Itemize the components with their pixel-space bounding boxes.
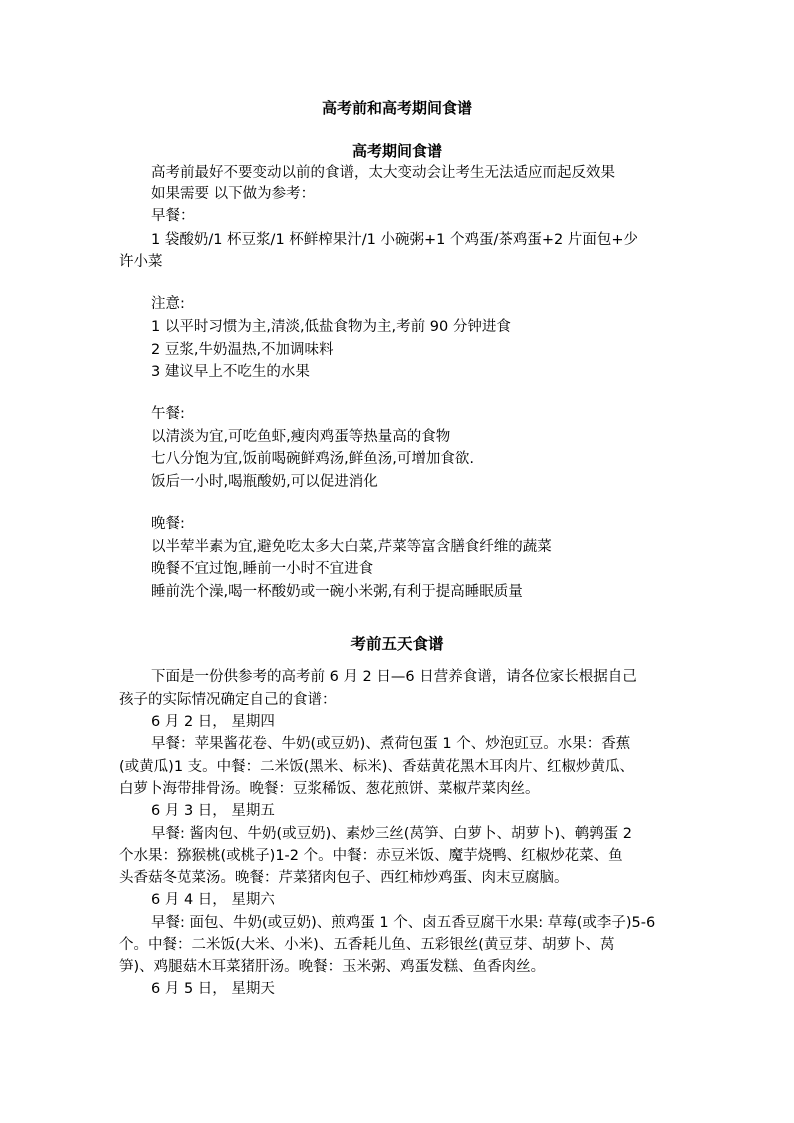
paragraph-line: 许小菜 <box>119 254 163 270</box>
paragraph-line: 如果需要 以下做为参考： <box>151 186 316 202</box>
day-date: 6 月 2 日， 星期四 <box>151 714 275 730</box>
breakfast-label: 早餐： <box>151 208 195 224</box>
paragraph-line: 孩子的实际情况确定自己的食谱： <box>119 692 337 708</box>
paragraph-line: 睡前洗个澡,喝一杯酸奶或一碗小米粥,有利于提高睡眠质量 <box>151 584 523 600</box>
paragraph-line: 以半荤半素为宜,避免吃太多大白菜,芹菜等富含膳食纤维的蔬菜 <box>151 539 552 555</box>
paragraph-line: 早餐：苹果酱花卷、牛奶(或豆奶)、煮荷包蛋 1 个、炒泡豇豆。水果：香蕉 <box>151 736 631 752</box>
day-date: 6 月 4 日， 星期六 <box>151 892 275 908</box>
paragraph-line: 七八分饱为宜,饭前喝碗鲜鸡汤,鲜鱼汤,可增加食欲. <box>151 451 474 467</box>
paragraph-line: 头香菇冬苋菜汤。晚餐：芹菜猪肉包子、西红柿炒鸡蛋、肉末豆腐脑。 <box>119 870 569 886</box>
day-date: 6 月 3 日， 星期五 <box>151 803 275 819</box>
note-label: 注意: <box>151 296 185 312</box>
dinner-label: 晚餐: <box>151 516 185 532</box>
section-heading-exam-period: 高考期间食谱 <box>351 142 442 160</box>
paragraph-line: 个水果：猕猴桃(或桃子)1-2 个。中餐：赤豆米饭、魔芋烧鸭、红椒炒花菜、鱼 <box>119 848 623 864</box>
paragraph-line: 以清淡为宜,可吃鱼虾,瘦肉鸡蛋等热量高的食物 <box>151 429 451 445</box>
paragraph-line: (或黄瓜)1 支。中餐：二米饭(黑米、标米)、香菇黄花黑木耳肉片、红椒炒黄瓜、 <box>119 759 634 775</box>
list-item: 2 豆浆,牛奶温热,不加调味料 <box>151 342 334 358</box>
section-heading-five-days: 考前五天食谱 <box>350 635 444 653</box>
lunch-label: 午餐: <box>151 406 185 422</box>
paragraph-line: 笋)、鸡腿菇木耳菜猪肝汤。晚餐：玉米粥、鸡蛋发糕、鱼香肉丝。 <box>119 959 546 975</box>
paragraph-line: 晚餐不宜过饱,睡前一小时不宜进食 <box>151 561 374 577</box>
paragraph-line: 高考前最好不要变动以前的食谱，太大变动会让考生无法适应而起反效果 <box>151 165 615 181</box>
paragraph-line: 早餐: 面包、牛奶(或豆奶)、煎鸡蛋 1 个、卤五香豆腐干水果: 草莓(或李子)5-6 <box>151 915 656 931</box>
list-item: 3 建议早上不吃生的水果 <box>151 364 310 380</box>
paragraph-line: 白萝卜海带排骨汤。晚餐：豆浆稀饭、葱花煎饼、菜椒芹菜肉丝。 <box>119 781 540 797</box>
paragraph-line: 下面是一份供参考的高考前 6 月 2 日—6 日营养食谱，请各位家长根据自己 <box>151 669 637 685</box>
day-date: 6 月 5 日， 星期天 <box>151 981 275 997</box>
paragraph-line: 个。中餐：二米饭(大米、小米)、五香耗儿鱼、五彩银丝(黄豆芽、胡萝卜、莴 <box>119 937 615 953</box>
paragraph-line: 饭后一小时,喝瓶酸奶,可以促进消化 <box>151 474 378 490</box>
paragraph-line: 1 袋酸奶/1 杯豆浆/1 杯鲜榨果汁/1 小碗粥+1 个鸡蛋/茶鸡蛋+2 片面包+少 <box>151 232 638 248</box>
document-title: 高考前和高考期间食谱 <box>321 99 472 117</box>
paragraph-line: 早餐: 酱肉包、牛奶(或豆奶)、素炒三丝(莴笋、白萝卜、胡萝卜)、鹌鹑蛋 2 <box>151 826 632 842</box>
list-item: 1 以平时习惯为主,清淡,低盐食物为主,考前 90 分钟进食 <box>151 319 511 335</box>
